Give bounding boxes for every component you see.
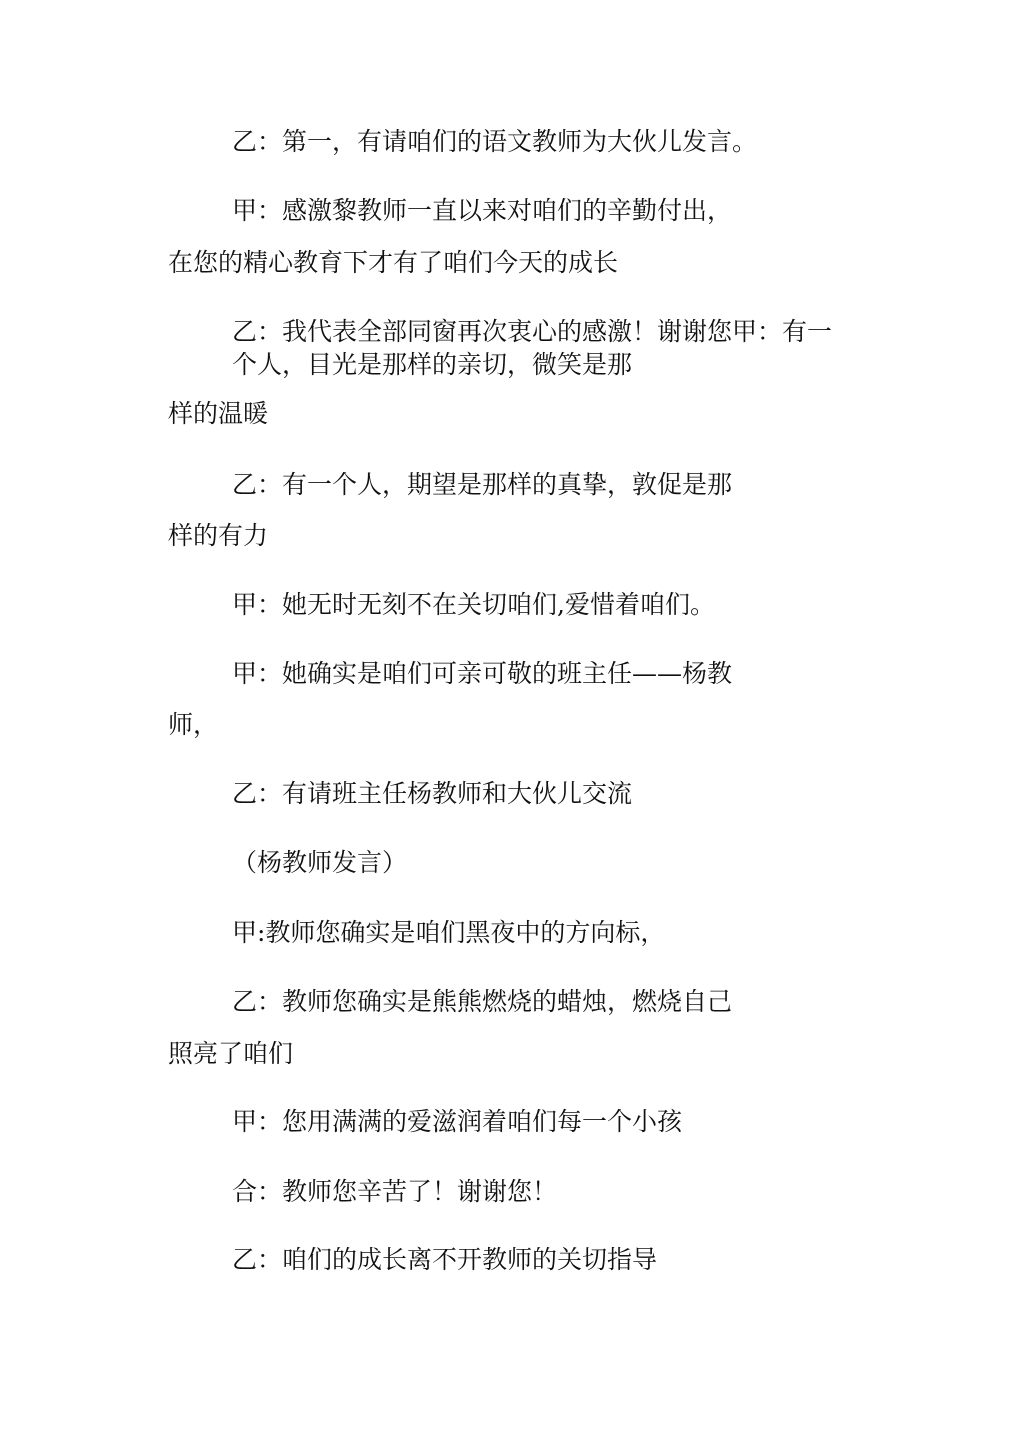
script-line: 乙：咱们的成长离不开教师的关切指导 [232, 1245, 658, 1274]
script-line-continuation: 师， [168, 710, 219, 739]
script-line-continuation: 个人，目光是那样的亲切，微笑是那 [232, 350, 633, 379]
script-line: 甲：她无时无刻不在关切咱们,爱惜着咱们。 [232, 590, 715, 619]
script-line: 乙：有请班主任杨教师和大伙儿交流 [232, 779, 633, 808]
script-line: 乙：第一，有请咱们的语文教师为大伙儿发言。 [232, 127, 758, 156]
script-line: 甲：您用满满的爱滋润着咱们每一个小孩 [232, 1107, 683, 1136]
script-line-continuation: 在您的精心教育下才有了咱们今天的成长 [168, 248, 619, 277]
script-line: 甲：感激黎教师一直以来对咱们的辛勤付出， [232, 196, 733, 225]
script-line: 合：教师您辛苦了！谢谢您！ [232, 1177, 558, 1206]
script-line: 甲:教师您确实是咱们黑夜中的方向标， [232, 918, 666, 947]
script-line-continuation: 照亮了咱们 [168, 1039, 294, 1068]
script-line: 乙：教师您确实是熊熊燃烧的蜡烛，燃烧自己 [232, 987, 733, 1016]
script-line: 甲：她确实是咱们可亲可敬的班主任——杨教 [232, 659, 733, 688]
script-line-continuation: 样的有力 [168, 521, 269, 550]
stage-direction: （杨教师发言） [232, 848, 408, 877]
script-line: 乙：有一个人，期望是那样的真挚，敦促是那 [232, 470, 733, 499]
script-line-continuation: 样的温暖 [168, 399, 269, 428]
script-line: 乙：我代表全部同窗再次衷心的感激！谢谢您甲：有一 [232, 317, 833, 346]
